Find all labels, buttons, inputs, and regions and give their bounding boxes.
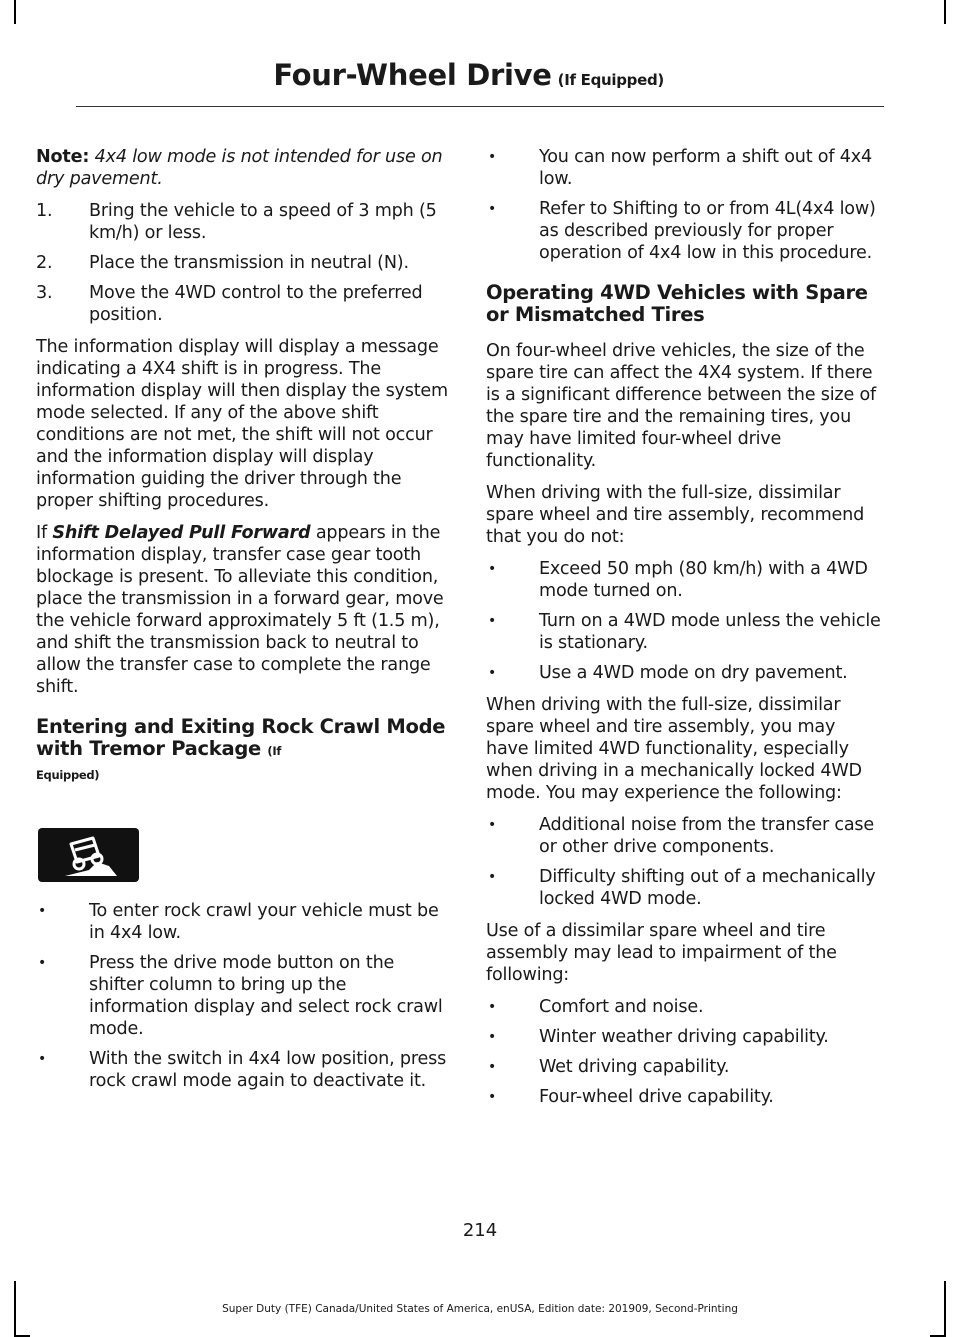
section-subtitle: (If Equipped) [557, 71, 664, 89]
right-column [486, 146, 882, 1118]
list-item: 1. Bring the vehicle to a speed of 3 mph (5 km/h) or less. [36, 201, 437, 243]
spare-paragraph-4: Use of a dissimilar spare wheel and tire assembly may lead to impairment of the following: [486, 921, 837, 985]
list-item: • Refer to Shifting to or from 4L(4x4 low) as described previously for proper operation of 4x4 low in this procedure. [488, 199, 876, 263]
crop-mark-top-right [944, 0, 946, 24]
shift-steps-list [36, 200, 448, 326]
list-item: • With the switch in 4x4 low position, press rock crawl mode again to deactivate it. [38, 1049, 447, 1091]
list-item: • You can now perform a shift out of 4x4 low. [488, 147, 872, 189]
list-item: • Four-wheel drive capability. [488, 1087, 774, 1107]
note-label: Note: [36, 147, 90, 167]
list-item: • Additional noise from the transfer case or other drive components. [488, 815, 875, 857]
page-number: 214 [462, 1220, 498, 1241]
shift-delayed-term: Shift Delayed Pull Forward [52, 523, 311, 543]
list-item: • Press the drive mode button on the shifter column to bring up the information display and select rock crawl mode. [38, 953, 443, 1039]
spare-paragraph-1: On four-wheel drive vehicles, the size of the spare tire can affect the 4X4 system. If there is a significant difference between the size of the spare tire and the remaining tires, you may have limited four-wheel drive functionality. [486, 341, 877, 471]
crop-mark-top-left [14, 0, 16, 24]
shift-delayed-paragraph: If Shift Delayed Pull Forward appears in the information display, transfer case gear tooth blockage is present. To alleviate this condition, place the transmission in a forward gear, move the vehicle forward approximately 5 ft (1.5 m), and shift the transmission back to neutral to allow the transfer case to complete the range shift. [36, 523, 444, 697]
spare-paragraph-3: When driving with the full-size, dissimilar spare wheel and tire assembly, you may have limited 4WD functionality, especially when driving in a mechanically locked 4WD mode. You may experience the following: [486, 695, 862, 803]
page-footer: Super Duty (TFE) Canada/United States of America, enUSA, Edition date: 201909, Second-Printing [222, 1303, 738, 1315]
experience-list [486, 814, 882, 910]
section-title: Four-Wheel Drive [273, 58, 552, 92]
page-header-title [273, 58, 664, 92]
list-item: • Difficulty shifting out of a mechanically locked 4WD mode. [488, 867, 876, 909]
list-item: • To enter rock crawl your vehicle must be in 4x4 low. [38, 901, 439, 943]
impairment-list [486, 996, 882, 1108]
rock-crawl-heading: Entering and Exiting Rock Crawl Mode with Tremor Package (If Equipped) [36, 715, 446, 782]
list-item: • Use a 4WD mode on dry pavement. [488, 663, 848, 683]
note [36, 146, 448, 190]
shift-out-list [486, 146, 882, 264]
left-column [36, 146, 448, 1102]
spare-tire-heading: Operating 4WD Vehicles with Spare or Mismatched Tires [486, 281, 868, 326]
rock-crawl-icon [38, 828, 139, 882]
rock-crawl-list [36, 900, 448, 1092]
list-item: 2. Place the transmission in neutral (N). [36, 253, 409, 273]
list-item: • Exceed 50 mph (80 km/h) with a 4WD mode turned on. [488, 559, 868, 601]
info-display-paragraph: The information display will display a message indicating a 4X4 shift is in progress. The information display will then display the system mode selected. If any of the above shift conditions are not met, the shift will not occur and the information display will display information guiding the driver through the proper shifting procedures. [36, 337, 448, 511]
list-item: • Winter weather driving capability. [488, 1027, 829, 1047]
list-item: • Wet driving capability. [488, 1057, 730, 1077]
list-item: • Turn on a 4WD mode unless the vehicle is stationary. [488, 611, 881, 653]
do-not-list [486, 558, 882, 684]
note-text: 4x4 low mode is not intended for use on dry pavement. [36, 147, 443, 189]
list-item: 3. Move the 4WD control to the preferred position. [36, 283, 423, 325]
header-rule [76, 106, 884, 107]
list-item: • Comfort and noise. [488, 997, 704, 1017]
spare-paragraph-2: When driving with the full-size, dissimilar spare wheel and tire assembly, recommend that you do not: [486, 483, 865, 547]
